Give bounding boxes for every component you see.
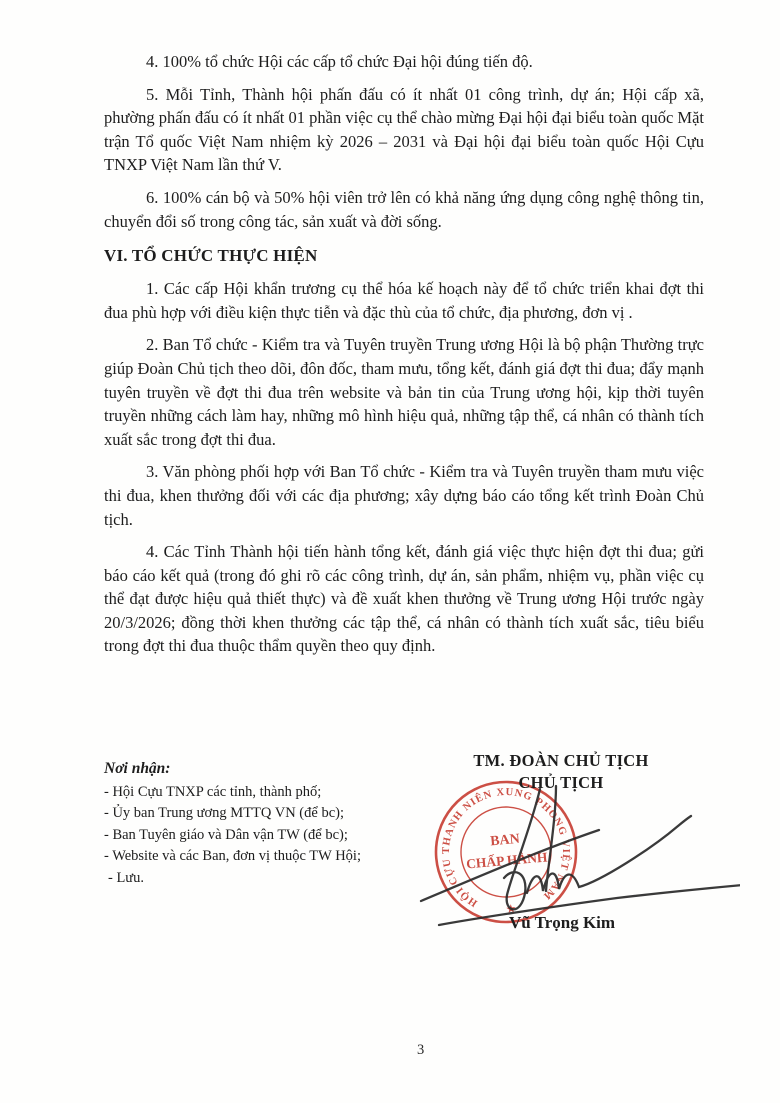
stamp-ring-text: HỘI CỰU THANH NIÊN XUNG PHONG VIỆT NAM (440, 786, 572, 909)
paragraph: 1. Các cấp Hội khẩn trương cụ thể hóa kế hoạch này để tổ chức triển khai đợt thi đua phù hợp với điều kiện thực tiễn và đặc thù của tổ chức, địa phương, đơn vị . (104, 279, 704, 322)
recipient-item: - Ban Tuyên giáo và Dân vận TW (để bc); (104, 826, 348, 843)
paragraph: 6. 100% cán bộ và 50% hội viên trở lên có khả năng ứng dụng công nghệ thông tin, chuyển đổi số trong công tác, sản xuất và đời sống. (104, 187, 704, 231)
signature-stroke (527, 816, 691, 893)
document-footer (104, 750, 738, 965)
signature-stroke (421, 830, 599, 901)
recipients-block (104, 750, 404, 965)
recipient-item: - Website và các Ban, đơn vị thuộc TW Hội; (104, 848, 361, 864)
stamp-center-line1: BAN (489, 831, 521, 850)
signer-name: Vũ Trọng Kim (508, 913, 616, 932)
page-number: 3 (417, 1042, 425, 1058)
paragraph: 2. Ban Tổ chức - Kiểm tra và Tuyên truyền Trung ương Hội là bộ phận Thường trực giúp Đoàn Chủ tịch theo dõi, đôn đốc, tham mưu, tổng kết, đánh giá đợt thi đua; đẩy mạnh tuyên truyền về đợt thi đua trên website và bản tin của Trung ương hội, kịp thời tuyên truyền những cách làm hay, những mô hình hiệu quả, những tập thể, cá nhân có thành tích xuất sắc trong đợt thi đua. (104, 335, 704, 449)
handwritten-signature (415, 775, 740, 930)
stamp-center-line2: CHẤP HÀNH (465, 849, 548, 872)
paragraph: 3. Văn phòng phối hợp với Ban Tổ chức - Kiểm tra và Tuyên truyền tham mưu việc thi đua, khen thưởng đối với các địa phương; xây dựng báo cáo tổng kết trình Đoàn Chủ tịch. (104, 462, 704, 529)
signature-role-title: CHỦ TỊCH (518, 773, 604, 792)
recipients-heading: Nơi nhận: (104, 760, 171, 777)
section-heading: VI. TỔ CHỨC THỰC HIỆN (104, 246, 318, 266)
signature-stroke (504, 789, 540, 909)
signature-org-title: TM. ĐOÀN CHỦ TỊCH (473, 751, 649, 770)
stamp-star-icon: ★ (504, 901, 517, 917)
signature-block (406, 750, 738, 965)
recipient-item: - Hội Cựu TNXP các tỉnh, thành phố; (104, 783, 322, 800)
paragraph: 5. Mỗi Tỉnh, Thành hội phấn đấu có ít nhất 01 công trình, dự án; Hội cấp xã, phường phấn đấu có ít nhất 01 phần việc cụ thể chào mừng Đại hội đại biểu toàn quốc Mặt trận Tổ quốc Việt Nam nhiệm kỳ 2026 – 2031 và Đại hội đại biểu toàn quốc Hội Cựu TNXP Việt Nam lần thứ V. (104, 84, 704, 175)
paragraph: 4. Các Tỉnh Thành hội tiến hành tổng kết, đánh giá việc thực hiện đợt thi đua; gửi báo cáo kết quả (trong đó ghi rõ các công trình, dự án, sản phẩm, nhiệm vụ, phần việc cụ thể đạt được hiệu quả thiết thực) và đề xuất khen thưởng về Trung ương Hội trước ngày 20/3/2026; đồng thời khen thưởng các tập thể, cá nhân có thành tích xuất sắc, tiêu biểu trong đợt thi đua thuộc thẩm quyền theo quy định. (104, 542, 704, 656)
recipient-item: - Lưu. (108, 869, 145, 886)
recipient-item: - Ủy ban Trung ương MTTQ VN (để bc); (104, 805, 344, 821)
document-body (104, 50, 704, 667)
signature-titles (406, 750, 738, 794)
paragraph: 4. 100% tổ chức Hội các cấp tổ chức Đại hội đúng tiến độ. (146, 52, 533, 71)
